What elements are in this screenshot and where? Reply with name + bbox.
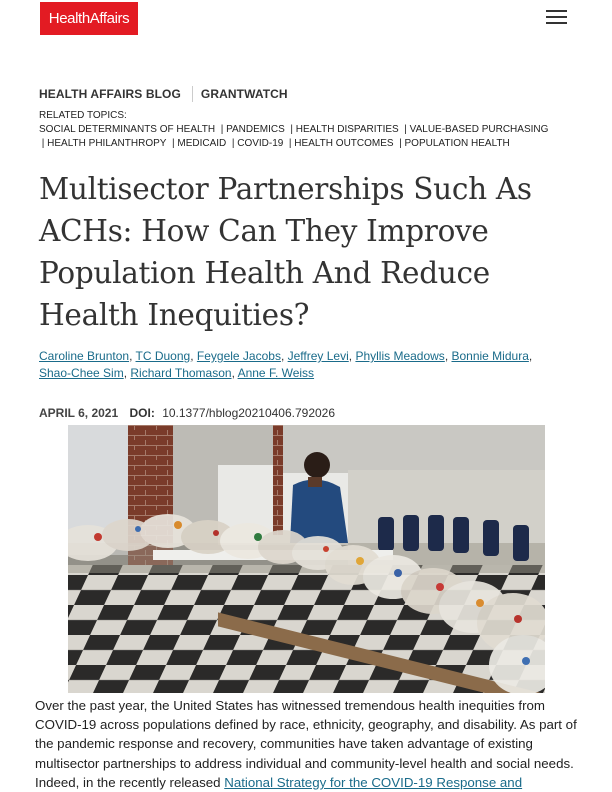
food-distribution-photo [68,425,545,693]
author-link[interactable]: Anne F. Weiss [237,366,315,380]
author-separator: , [190,349,197,363]
related-topic-link[interactable]: MEDICAID [177,138,227,149]
related-topic-link[interactable]: SOCIAL DETERMINANTS OF HEALTH [39,124,216,135]
author-separator: , [444,349,452,363]
related-topic-link[interactable]: POPULATION HEALTH [404,138,510,149]
author-link[interactable]: Caroline Brunton [39,349,130,363]
author-link[interactable]: Feygele Jacobs [196,349,281,363]
author-separator: , [280,349,288,363]
topic-separator: | [39,138,48,149]
topic-separator: | [398,124,410,135]
nav-link-health-affairs-blog[interactable]: HEALTH AFFAIRS BLOG [39,87,181,101]
doi-value: 10.1377/hblog20210406.792026 [162,406,336,420]
related-topic-link[interactable]: PANDEMICS [226,124,285,135]
section-nav [39,86,288,102]
author-list [39,348,549,382]
author-separator: , [528,349,533,363]
related-topics-row [39,137,569,151]
author-link[interactable]: Phyllis Meadows [355,349,445,363]
nav-divider [192,86,193,102]
related-topic-link[interactable]: HEALTH OUTCOMES [294,138,394,149]
author-separator: , [348,349,356,363]
related-topics-row [39,123,569,137]
article-body-text: Over the past year, the United States has witnessed tremendous health inequities from COVID-19 across populations defined by race, ethnicity, geography, and disability. As part of the pandemic response and recovery, communities have taken advantage of existing multisector partnerships to address individual and community-level health and social needs. Indeed, in the recently released [35,698,577,790]
related-topic-link[interactable]: COVID-19 [237,138,284,149]
national-strategy-link[interactable]: National Strategy for the COVID-19 Response and [224,774,523,790]
topic-separator: | [283,138,295,149]
topic-separator: | [215,124,227,135]
related-topic-link[interactable]: HEALTH DISPARITIES [295,124,399,135]
article-body [35,696,580,792]
author-link[interactable]: Bonnie Midura [451,349,529,363]
author-separator: , [231,366,238,380]
article-hero-image [68,425,545,693]
author-link[interactable]: Jeffrey Levi [287,349,349,363]
related-topics-label: RELATED TOPICS: [39,110,127,121]
author-link[interactable]: Richard Thomason [130,366,232,380]
author-link[interactable]: Shao-Chee Sim [39,366,124,380]
hamburger-menu-icon[interactable] [546,10,567,26]
doi-label: DOI: [129,406,155,420]
related-topic-link[interactable]: HEALTH PHILANTHROPY [47,138,167,149]
topic-separator: | [284,124,296,135]
author-separator: , [129,349,136,363]
article-title: Multisector Partnerships Such As ACHs: How Can They Improve Population Health And Reduce Health Inequities? [39,172,532,332]
topic-separator: | [226,138,238,149]
publish-date: APRIL 6, 2021 [39,406,119,420]
topic-separator: | [393,138,405,149]
topic-separator: | [166,138,178,149]
nav-link-grantwatch[interactable]: GRANTWATCH [200,87,288,101]
related-topics-list [39,123,569,151]
related-topic-link[interactable]: VALUE-BASED PURCHASING [409,124,549,135]
article-meta [39,406,335,420]
health-affairs-logo[interactable]: HealthAffairs [40,2,138,35]
author-separator: , [123,366,131,380]
author-link[interactable]: TC Duong [135,349,191,363]
